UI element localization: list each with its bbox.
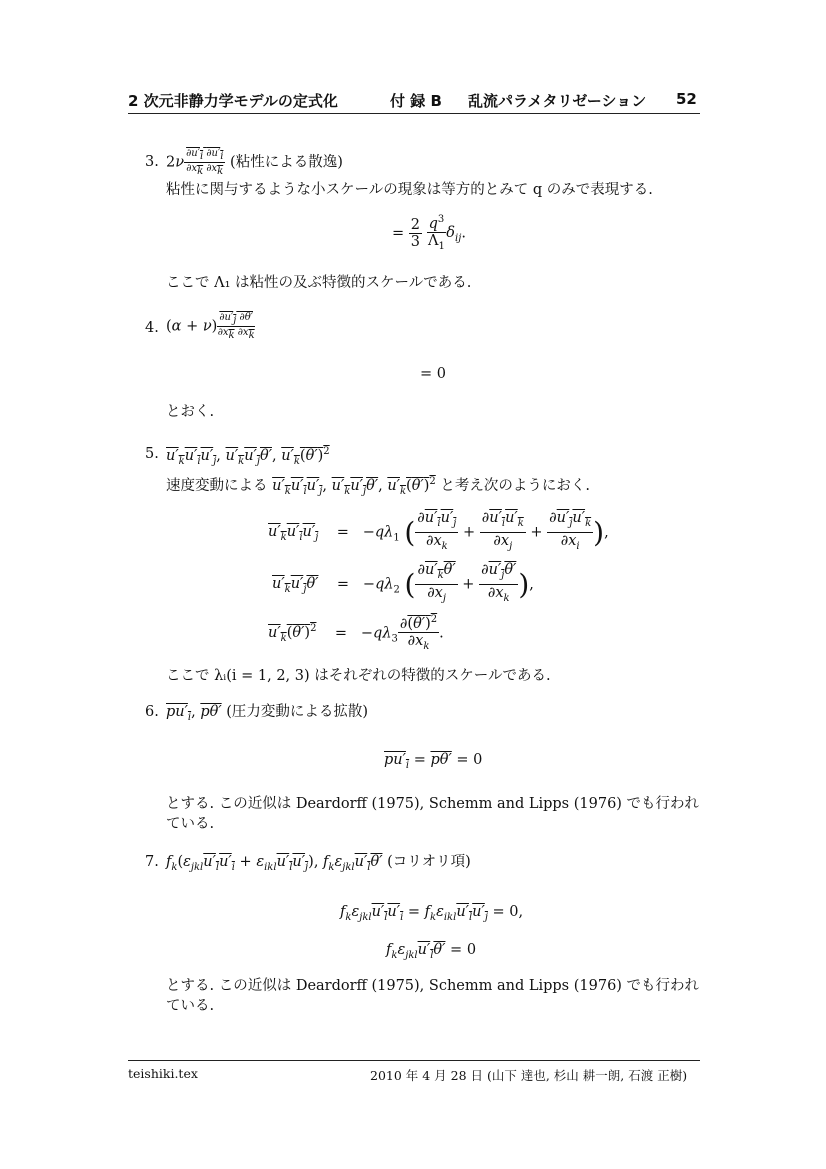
item-6-equation: $pu'_i = p\theta' = 0$ — [384, 752, 483, 771]
footer-rule — [128, 1060, 700, 1061]
item-5-equation-2: $u'_ku'_j\theta'$ = $-q\lambda_2$ ( $\frac{\partial u'_k\theta'}{\partial x_j}$ + $\frac{\partial u'_j\theta'}{\partial x_k}$ ), — [272, 562, 534, 604]
header-section: 乱流パラメタリゼーション — [468, 92, 647, 110]
item-5-term: $u'_ku'_iu'_j$, $u'_ku'_j\theta'$, $u'_k(\theta')^2$ — [166, 446, 330, 467]
item-5-note: ここで λᵢ(i = 1, 2, 3) はそれぞれの特徴的スケールである. — [166, 668, 551, 684]
page-number: 52 — [676, 90, 697, 108]
item-6-term: $pu'_i$, pθ′ (圧力変動による拡散) — [166, 704, 369, 723]
item-7-equation-2: $f_k\varepsilon_{jkl}u'_l\theta' = 0$ — [386, 942, 477, 961]
item-3-number: 3. — [145, 154, 159, 170]
item-6-number: 6. — [145, 704, 159, 720]
item-7-term: $f_k(\varepsilon_{jkl}u'_lu'_i + \varepsilon_{ikl}u'_lu'_j)$, $f_k\varepsilon_{jkl}u'_l\theta'$ (コリオリ項) — [166, 854, 471, 873]
item-4-text: とおく. — [166, 404, 215, 420]
item-7-text-line2: ている. — [166, 998, 215, 1014]
item-3-note: ここで Λ₁ は粘性の及ぶ特徴的スケールである. — [166, 275, 472, 291]
item-7-text-line1: とする. この近似は Deardorff (1975), Schemm and Lipps (1976) でも行われ — [166, 978, 700, 994]
item-5-text-post: と考え次のようにおく. — [440, 477, 590, 494]
item-3-label: (粘性による散逸) — [230, 154, 343, 171]
item-5-text: 速度変動による $u'_ku'_iu'_j$, $u'_ku'_j\theta'$, $u'_k(\theta')^2$ と考え次のようにおく. — [166, 476, 590, 497]
item-6-label: (圧力変動による拡散) — [226, 704, 369, 720]
item-5-equation-3: $u'_k(\theta')^2$ = $-q\lambda_3$ $\frac{\partial(\theta')^2}{\partial x_k}$ . — [268, 614, 444, 652]
item-3-text: 粘性に関与するような小スケールの現象は等方的とみて q のみで表現する. — [166, 182, 653, 198]
item-3-equation: = $\frac{2}{3}$ $\frac{q^3}{\Lambda_1}$ $\delta_{ij}$. — [392, 214, 466, 252]
footer-date-authors: 2010 年 4 月 28 日 (山下 達也, 杉山 耕一朗, 石渡 正樹) — [370, 1068, 688, 1083]
header-chapter: 2 次元非静力学モデルの定式化 — [128, 92, 338, 110]
item-5-number: 5. — [145, 446, 159, 462]
item-7-number: 7. — [145, 854, 159, 870]
running-header — [128, 90, 700, 112]
item-3-term: 2ν $\frac{\partial u'_i \partial u'_i}{\partial x_k \partial x_k}$ (粘性による散逸) — [166, 148, 343, 177]
item-7-label: (コリオリ項) — [387, 854, 471, 870]
item-6-text-line1: とする. この近似は Deardorff (1975), Schemm and Lipps (1976) でも行われ — [166, 796, 700, 812]
item-5-text-pre: 速度変動による — [166, 477, 268, 494]
footer-filename: teishiki.tex — [128, 1066, 198, 1081]
item-4-equation: = 0 — [420, 366, 446, 382]
header-rule — [128, 113, 700, 114]
item-5-equation-1: $u'_ku'_iu'_j$ = $-q\lambda_1$ ( $\frac{\partial u'_iu'_j}{\partial x_k}$ + $\frac{\partial u'_iu'_k}{\partial x_j}$ + $\frac{\partial u'_ju'_k}{\partial x_i}$ ), — [268, 510, 609, 552]
header-appendix: 付 録 B — [390, 92, 442, 110]
item-4-term: (α + ν) $\frac{\partial u'_j \partial\theta'}{\partial x_k \partial x_k}$ — [166, 312, 255, 341]
item-4-number: 4. — [145, 320, 159, 336]
item-6-text-line2: ている. — [166, 816, 215, 832]
item-7-equation-1: $f_k\varepsilon_{jkl}u'_lu'_i = f_k\varepsilon_{ikl}u'_lu'_j = 0$, — [340, 904, 524, 923]
